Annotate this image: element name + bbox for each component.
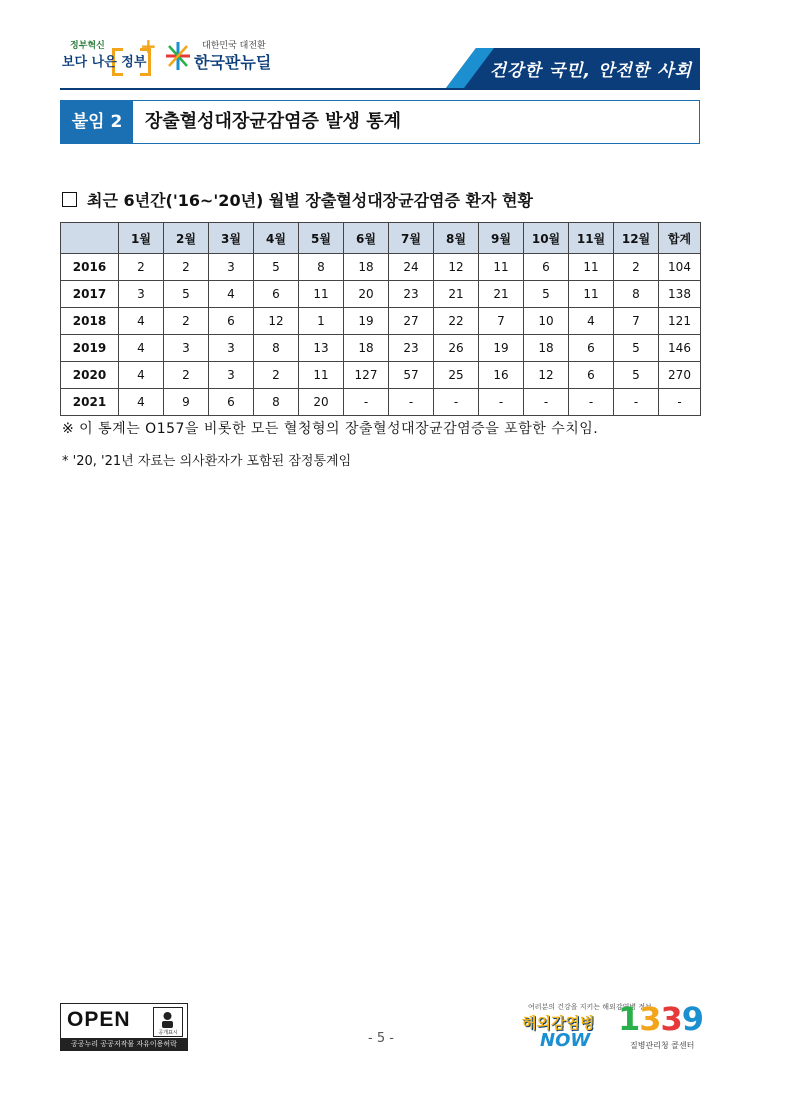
table-cell: 12 — [434, 254, 479, 281]
row-header-year: 2018 — [61, 308, 119, 335]
table-cell-total: 146 — [659, 335, 701, 362]
table-cell: 7 — [479, 308, 524, 335]
table-cell: 8 — [299, 254, 344, 281]
campaign-now-text: NOW — [540, 1030, 591, 1051]
table-row — [61, 362, 701, 389]
table-cell: 21 — [434, 281, 479, 308]
hotline-number: 1339 — [618, 1000, 704, 1038]
table-cell: 21 — [479, 281, 524, 308]
column-header: 11월 — [569, 223, 614, 254]
table-cell: 2 — [164, 308, 209, 335]
table-cell: 127 — [344, 362, 389, 389]
row-header-year: 2017 — [61, 281, 119, 308]
campaign-big-text: 해외감염병 — [522, 1014, 595, 1032]
korean-new-deal-logo — [166, 38, 286, 78]
table-cell: 9 — [164, 389, 209, 416]
table-cell: 8 — [254, 389, 299, 416]
table-row — [61, 281, 701, 308]
table-cell: 4 — [119, 308, 164, 335]
table-cell: 57 — [389, 362, 434, 389]
table-cell: 4 — [119, 389, 164, 416]
row-header-year: 2019 — [61, 335, 119, 362]
table-cell: 12 — [254, 308, 299, 335]
footnote-provisional: * '20, '21년 자료는 의사환자가 포함된 잠정통계임 — [62, 454, 352, 469]
column-header — [61, 223, 119, 254]
hotline-sub-text: 질병관리청 콜센터 — [630, 1041, 695, 1050]
table-cell: - — [479, 389, 524, 416]
table-cell: 19 — [344, 308, 389, 335]
table-row — [61, 308, 701, 335]
table-cell: - — [434, 389, 479, 416]
table-cell: 3 — [164, 335, 209, 362]
table-cell: - — [614, 389, 659, 416]
table-cell: 4 — [569, 308, 614, 335]
kogl-open-badge — [60, 1003, 188, 1051]
table-cell: 5 — [164, 281, 209, 308]
table-cell: - — [344, 389, 389, 416]
table-cell: 23 — [389, 281, 434, 308]
table-cell: 24 — [389, 254, 434, 281]
table-cell: 20 — [344, 281, 389, 308]
table-cell: 6 — [569, 362, 614, 389]
table-cell: 5 — [614, 335, 659, 362]
gov-logo-small-text: 정부혁신 — [70, 41, 105, 51]
gov-innovation-logo — [62, 34, 157, 78]
page-number: - 5 - — [368, 1031, 394, 1046]
table-cell: 4 — [119, 362, 164, 389]
table-cell: 16 — [479, 362, 524, 389]
table-cell: 1 — [299, 308, 344, 335]
row-header-year: 2020 — [61, 362, 119, 389]
table-cell: 12 — [524, 362, 569, 389]
column-header: 9월 — [479, 223, 524, 254]
section-heading — [62, 190, 533, 212]
column-header: 4월 — [254, 223, 299, 254]
table-cell: 8 — [254, 335, 299, 362]
section-heading-text: 최근 6년간('16∼'20년) 월별 장출혈성대장균감염증 환자 현황 — [87, 191, 533, 210]
new-deal-mark-icon — [166, 42, 190, 70]
table-cell: 4 — [119, 335, 164, 362]
table-cell: 18 — [344, 335, 389, 362]
table-cell: - — [389, 389, 434, 416]
table-header-row — [61, 223, 701, 254]
table-cell: 3 — [209, 254, 254, 281]
table-cell-total: - — [659, 389, 701, 416]
table-cell: 3 — [119, 281, 164, 308]
new-deal-big-text: 한국판뉴딜 — [194, 53, 272, 72]
hotline-1339-logo — [618, 1002, 704, 1052]
footnote-scope: ※ 이 통계는 O157을 비롯한 모든 혈청형의 장출혈성대장균감염증을 포함한 수치임. — [62, 421, 599, 437]
column-header: 7월 — [389, 223, 434, 254]
table-cell: 11 — [569, 281, 614, 308]
row-header-year: 2016 — [61, 254, 119, 281]
table-cell: 11 — [299, 362, 344, 389]
attachment-title: 장출혈성대장균감염증 발생 통계 — [145, 111, 401, 132]
column-header: 3월 — [209, 223, 254, 254]
column-header: 2월 — [164, 223, 209, 254]
table-cell: - — [524, 389, 569, 416]
checkbox-square-icon — [62, 192, 77, 207]
table-cell: 13 — [299, 335, 344, 362]
table-body — [61, 254, 701, 416]
column-header: 10월 — [524, 223, 569, 254]
open-badge-bar: 공공누리 공공저작물 자유이용허락 — [61, 1038, 187, 1050]
table-cell: 11 — [479, 254, 524, 281]
table-row — [61, 335, 701, 362]
table-cell: 22 — [434, 308, 479, 335]
table-cell: 20 — [299, 389, 344, 416]
table-cell: 6 — [209, 389, 254, 416]
table-cell: 6 — [254, 281, 299, 308]
slogan-text: 건강한 국민, 안전한 사회 — [489, 61, 692, 81]
campaign-small-text: 여러분의 건강을 지키는 해외감염병 정보 — [528, 1003, 652, 1011]
column-header: 8월 — [434, 223, 479, 254]
table-cell: 27 — [389, 308, 434, 335]
column-header: 5월 — [299, 223, 344, 254]
attachment-title-box — [60, 100, 700, 144]
header-slogan-banner — [446, 48, 700, 88]
plus-icon: + — [140, 34, 157, 58]
table-cell: 2 — [164, 362, 209, 389]
table-cell: 2 — [119, 254, 164, 281]
overseas-infection-now-logo — [520, 1002, 652, 1052]
table-cell: 7 — [614, 308, 659, 335]
table-cell-total: 138 — [659, 281, 701, 308]
table-cell-total: 270 — [659, 362, 701, 389]
column-header-total: 합계 — [659, 223, 701, 254]
table-cell: 25 — [434, 362, 479, 389]
table-cell-total: 104 — [659, 254, 701, 281]
table-cell: 8 — [614, 281, 659, 308]
table-cell: 3 — [209, 362, 254, 389]
table-cell: 11 — [569, 254, 614, 281]
column-header: 6월 — [344, 223, 389, 254]
table-cell: 5 — [254, 254, 299, 281]
table-cell: 5 — [524, 281, 569, 308]
table-row — [61, 254, 701, 281]
table-cell: 4 — [209, 281, 254, 308]
table-cell: 6 — [524, 254, 569, 281]
column-header: 12월 — [614, 223, 659, 254]
person-icon — [153, 1007, 183, 1037]
table-cell: 2 — [254, 362, 299, 389]
row-header-year: 2021 — [61, 389, 119, 416]
gov-logo-big-text: 보다 나은 정부 — [62, 55, 147, 70]
table-cell: 3 — [209, 335, 254, 362]
table-cell: 11 — [299, 281, 344, 308]
table-cell: 23 — [389, 335, 434, 362]
table-row — [61, 389, 701, 416]
table-cell: 2 — [614, 254, 659, 281]
new-deal-small-text: 대한민국 대전환 — [202, 41, 266, 51]
table-cell: 10 — [524, 308, 569, 335]
open-badge-text: OPEN — [67, 1008, 131, 1031]
table-cell: 18 — [524, 335, 569, 362]
open-badge-icon-label: 공개표시 — [158, 1030, 178, 1036]
table-cell: 5 — [614, 362, 659, 389]
header-divider — [60, 88, 700, 90]
attachment-tag: 붙임 2 — [61, 101, 133, 143]
table-cell-total: 121 — [659, 308, 701, 335]
table-cell: 26 — [434, 335, 479, 362]
table-cell: 6 — [209, 308, 254, 335]
monthly-cases-table — [60, 222, 701, 416]
table-cell: 2 — [164, 254, 209, 281]
table-cell: 19 — [479, 335, 524, 362]
table-cell: 18 — [344, 254, 389, 281]
column-header: 1월 — [119, 223, 164, 254]
table-cell: - — [569, 389, 614, 416]
table-cell: 6 — [569, 335, 614, 362]
